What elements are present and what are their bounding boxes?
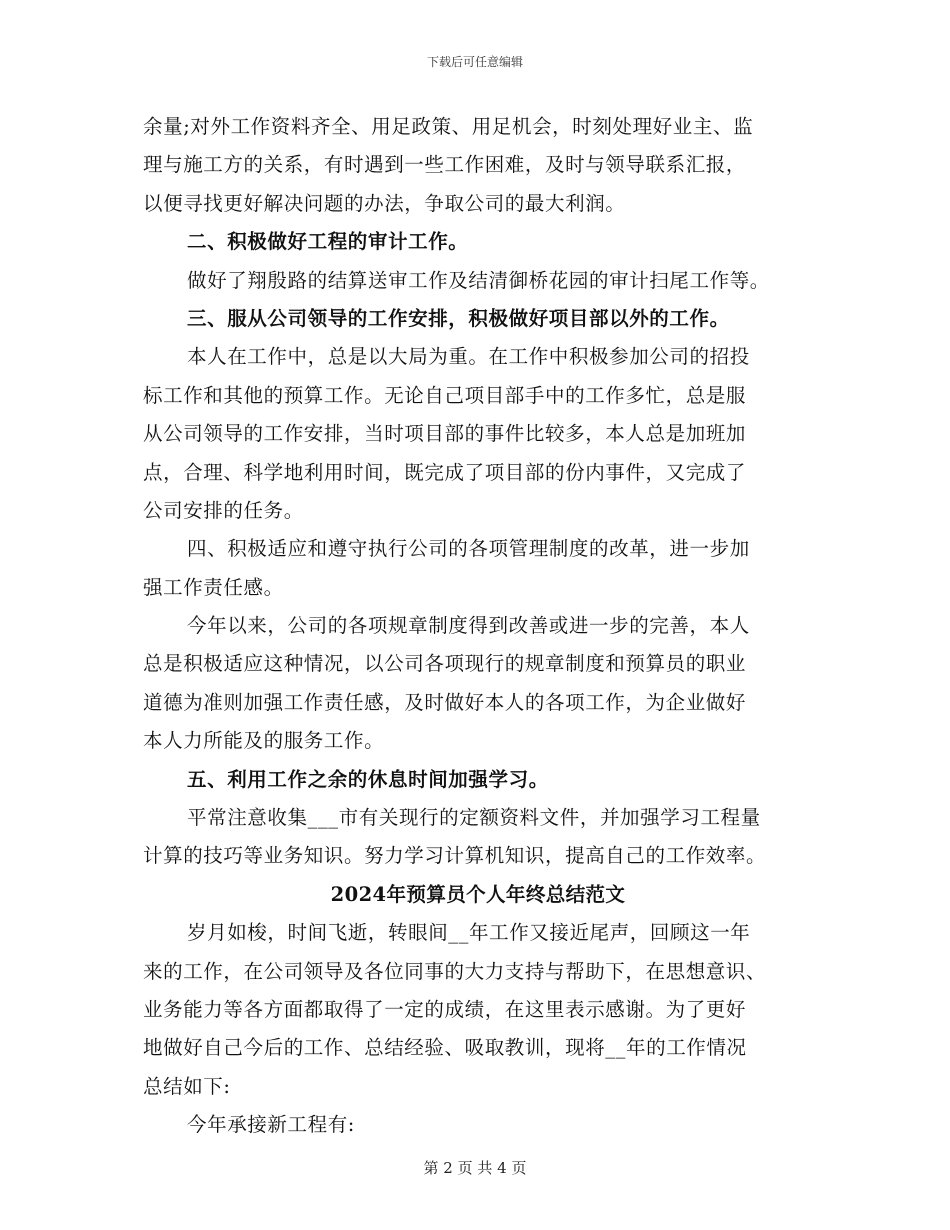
section-heading: 二、积极做好工程的审计工作。 <box>187 230 469 254</box>
body-line: 今年以来，公司的各项规章制度得到改善或进一步的完善，本人 <box>187 614 750 638</box>
section-heading: 三、服从公司领导的工作安排，积极做好项目部以外的工作。 <box>187 306 730 330</box>
body-line: 平常注意收集___市有关现行的定额资料文件，并加强学习工程量 <box>187 806 761 830</box>
body-line: 强工作责任感。 <box>143 575 284 599</box>
body-line: 从公司领导的工作安排，当时项目部的事件比较多，本人总是加班加 <box>143 422 747 446</box>
body-line: 公司安排的任务。 <box>143 498 304 522</box>
body-line: 总是积极适应这种情况，以公司各项现行的规章制度和预算员的职业 <box>143 652 747 676</box>
page-header: 下载后可任意编辑 <box>426 55 523 69</box>
body-line: 理与施工方的关系，有时遇到一些工作困难，及时与领导联系汇报， <box>143 153 747 177</box>
document-title: 2024年预算员个人年终总结范文 <box>330 882 626 906</box>
page-number: 第 2 页 共 4 页 <box>423 1159 527 1177</box>
body-line: 四、积极适应和遵守执行公司的各项管理制度的改革，进一步加 <box>187 537 750 561</box>
body-line: 业务能力等各方面都取得了一定的成绩，在这里表示感谢。为了更好 <box>143 997 747 1021</box>
body-line: 做好了翔殷路的结算送审工作及结清御桥花园的审计扫尾工作等。 <box>187 268 770 292</box>
body-line: 总结如下: <box>143 1074 231 1098</box>
body-line: 本人在工作中，总是以大局为重。在工作中积极参加公司的招投 <box>187 345 750 369</box>
body-line: 今年承接新工程有: <box>187 1113 355 1137</box>
body-line: 岁月如梭，时间飞逝，转眼间__年工作又接近尾声，回顾这一年 <box>187 921 751 945</box>
body-line: 地做好自己今后的工作、总结经验、吸取教训，现将__年的工作情况 <box>143 1036 747 1060</box>
body-line: 本人力所能及的服务工作。 <box>143 729 385 753</box>
section-heading: 五、利用工作之余的休息时间加强学习。 <box>187 767 549 791</box>
body-line: 余量;对外工作资料齐全、用足政策、用足机会，时刻处理好业主、监 <box>143 115 754 138</box>
body-line: 计算的技巧等业务知识。努力学习计算机知识，提高自己的工作效率。 <box>143 844 767 868</box>
body-line: 点，合理、科学地利用时间，既完成了项目部的份内事件，又完成了 <box>143 460 747 484</box>
body-line: 来的工作，在公司领导及各位同事的大力支持与帮助下，在思想意识、 <box>143 959 767 983</box>
body-line: 道德为准则加强工作责任感，及时做好本人的各项工作，为企业做好 <box>143 690 747 714</box>
body-line: 以便寻找更好解决问题的办法，争取公司的最大利润。 <box>143 191 626 215</box>
document-body <box>143 108 813 1145</box>
body-line: 标工作和其他的预算工作。无论自己项目部手中的工作多忙，总是服 <box>143 383 747 407</box>
